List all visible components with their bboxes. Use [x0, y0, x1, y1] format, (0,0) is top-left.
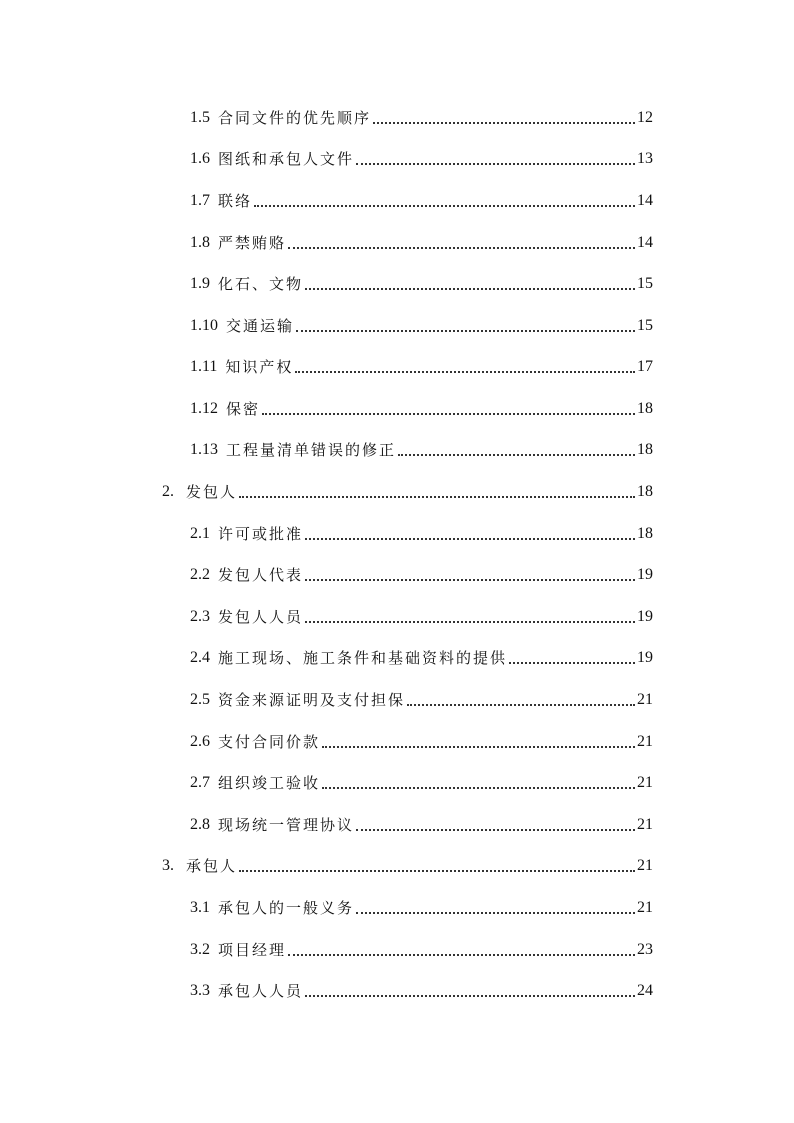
toc-entry-chapter[interactable]	[162, 478, 653, 502]
toc-entry[interactable]	[190, 603, 653, 627]
entry-page-number: 21	[637, 733, 653, 750]
toc-entry[interactable]	[190, 520, 653, 544]
entry-page-number: 12	[637, 109, 653, 126]
entry-title: 许可或批准	[218, 525, 304, 543]
dot-leader	[322, 746, 635, 748]
entry-title: 承包人的一般义务	[218, 899, 355, 917]
entry-number: 1.8	[190, 234, 210, 251]
entry-number: 2.2	[190, 566, 210, 583]
dot-leader	[373, 122, 635, 124]
dot-leader	[288, 954, 635, 956]
dot-leader	[407, 704, 635, 706]
dot-leader	[305, 579, 635, 581]
entry-title: 支付合同价款	[218, 733, 321, 751]
toc-entry[interactable]	[190, 811, 653, 835]
entry-title: 联络	[218, 192, 253, 210]
entry-number: 1.5	[190, 109, 210, 126]
toc-entry[interactable]	[190, 145, 653, 169]
entry-number: 2.	[162, 483, 174, 500]
entry-number: 1.9	[190, 275, 210, 292]
toc-entry[interactable]	[190, 104, 653, 128]
dot-leader	[398, 454, 635, 456]
toc-entry-chapter[interactable]	[162, 852, 653, 876]
entry-page-number: 19	[637, 608, 653, 625]
entry-number: 2.5	[190, 691, 210, 708]
toc-entry[interactable]	[190, 561, 653, 585]
toc-entry[interactable]	[190, 187, 653, 211]
entry-title: 施工现场、施工条件和基础资料的提供	[218, 649, 508, 667]
entry-title: 项目经理	[218, 941, 287, 959]
entry-number: 2.1	[190, 525, 210, 542]
toc-entry[interactable]	[190, 395, 653, 419]
entry-title: 资金来源证明及支付担保	[218, 691, 406, 709]
entry-page-number: 21	[637, 774, 653, 791]
entry-page-number: 24	[637, 982, 653, 999]
toc-entry[interactable]	[190, 229, 653, 253]
entry-title: 承包人人员	[218, 982, 304, 1000]
dot-leader	[262, 413, 635, 415]
entry-title: 化石、文物	[218, 275, 304, 293]
entry-number: 2.3	[190, 608, 210, 625]
entry-page-number: 13	[637, 150, 653, 167]
entry-title: 知识产权	[225, 358, 294, 376]
entry-title: 图纸和承包人文件	[218, 150, 355, 168]
entry-page-number: 23	[637, 941, 653, 958]
entry-page-number: 14	[637, 192, 653, 209]
dot-leader	[322, 787, 635, 789]
entry-number: 2.4	[190, 649, 210, 666]
entry-title: 工程量清单错误的修正	[226, 441, 397, 459]
entry-number: 2.7	[190, 774, 210, 791]
entry-number: 3.2	[190, 941, 210, 958]
dot-leader	[239, 870, 635, 872]
entry-page-number: 21	[637, 691, 653, 708]
dot-leader	[509, 662, 635, 664]
entry-page-number: 17	[637, 358, 653, 375]
toc-entry[interactable]	[190, 769, 653, 793]
toc-entry[interactable]	[190, 312, 653, 336]
dot-leader	[305, 621, 635, 623]
entry-page-number: 18	[637, 441, 653, 458]
toc-entry[interactable]	[190, 977, 653, 1001]
entry-page-number: 19	[637, 649, 653, 666]
entry-title: 严禁贿赂	[218, 234, 287, 252]
entry-title: 发包人代表	[218, 566, 304, 584]
entry-page-number: 18	[637, 525, 653, 542]
entry-number: 1.10	[190, 317, 218, 334]
toc-entry[interactable]	[190, 894, 653, 918]
entry-title: 组织竣工验收	[218, 774, 321, 792]
entry-title: 合同文件的优先顺序	[218, 109, 372, 127]
dot-leader	[356, 829, 635, 831]
dot-leader	[305, 995, 635, 997]
dot-leader	[305, 288, 635, 290]
toc-entry[interactable]	[190, 270, 653, 294]
entry-title: 现场统一管理协议	[218, 816, 355, 834]
entry-page-number: 21	[637, 857, 653, 874]
entry-number: 3.	[162, 857, 174, 874]
entry-title: 交通运输	[226, 317, 295, 335]
dot-leader	[305, 538, 635, 540]
entry-page-number: 18	[637, 400, 653, 417]
toc-entry[interactable]	[190, 644, 653, 668]
entry-number: 2.6	[190, 733, 210, 750]
toc-entry[interactable]	[190, 728, 653, 752]
entry-title: 承包人	[186, 857, 238, 875]
dot-leader	[288, 247, 635, 249]
dot-leader	[239, 496, 635, 498]
entry-number: 1.12	[190, 400, 218, 417]
entry-page-number: 21	[637, 899, 653, 916]
entry-page-number: 21	[637, 816, 653, 833]
entry-page-number: 19	[637, 566, 653, 583]
entry-number: 1.6	[190, 150, 210, 167]
entry-page-number: 15	[637, 275, 653, 292]
entry-title: 发包人人员	[218, 608, 304, 626]
entry-number: 1.13	[190, 441, 218, 458]
entry-number: 2.8	[190, 816, 210, 833]
toc-entry[interactable]	[190, 436, 653, 460]
entry-number: 1.11	[190, 358, 218, 375]
dot-leader	[295, 371, 635, 373]
toc-entry[interactable]	[190, 353, 653, 377]
entry-page-number: 15	[637, 317, 653, 334]
dot-leader	[356, 912, 635, 914]
dot-leader	[296, 330, 635, 332]
entry-number: 1.7	[190, 192, 210, 209]
toc-entry[interactable]	[190, 686, 653, 710]
entry-title: 发包人	[186, 483, 238, 501]
entry-page-number: 18	[637, 483, 653, 500]
dot-leader	[254, 205, 635, 207]
entry-number: 3.3	[190, 982, 210, 999]
entry-page-number: 14	[637, 234, 653, 251]
entry-number: 3.1	[190, 899, 210, 916]
dot-leader	[356, 163, 635, 165]
entry-title: 保密	[226, 400, 261, 418]
toc-entry[interactable]	[190, 936, 653, 960]
